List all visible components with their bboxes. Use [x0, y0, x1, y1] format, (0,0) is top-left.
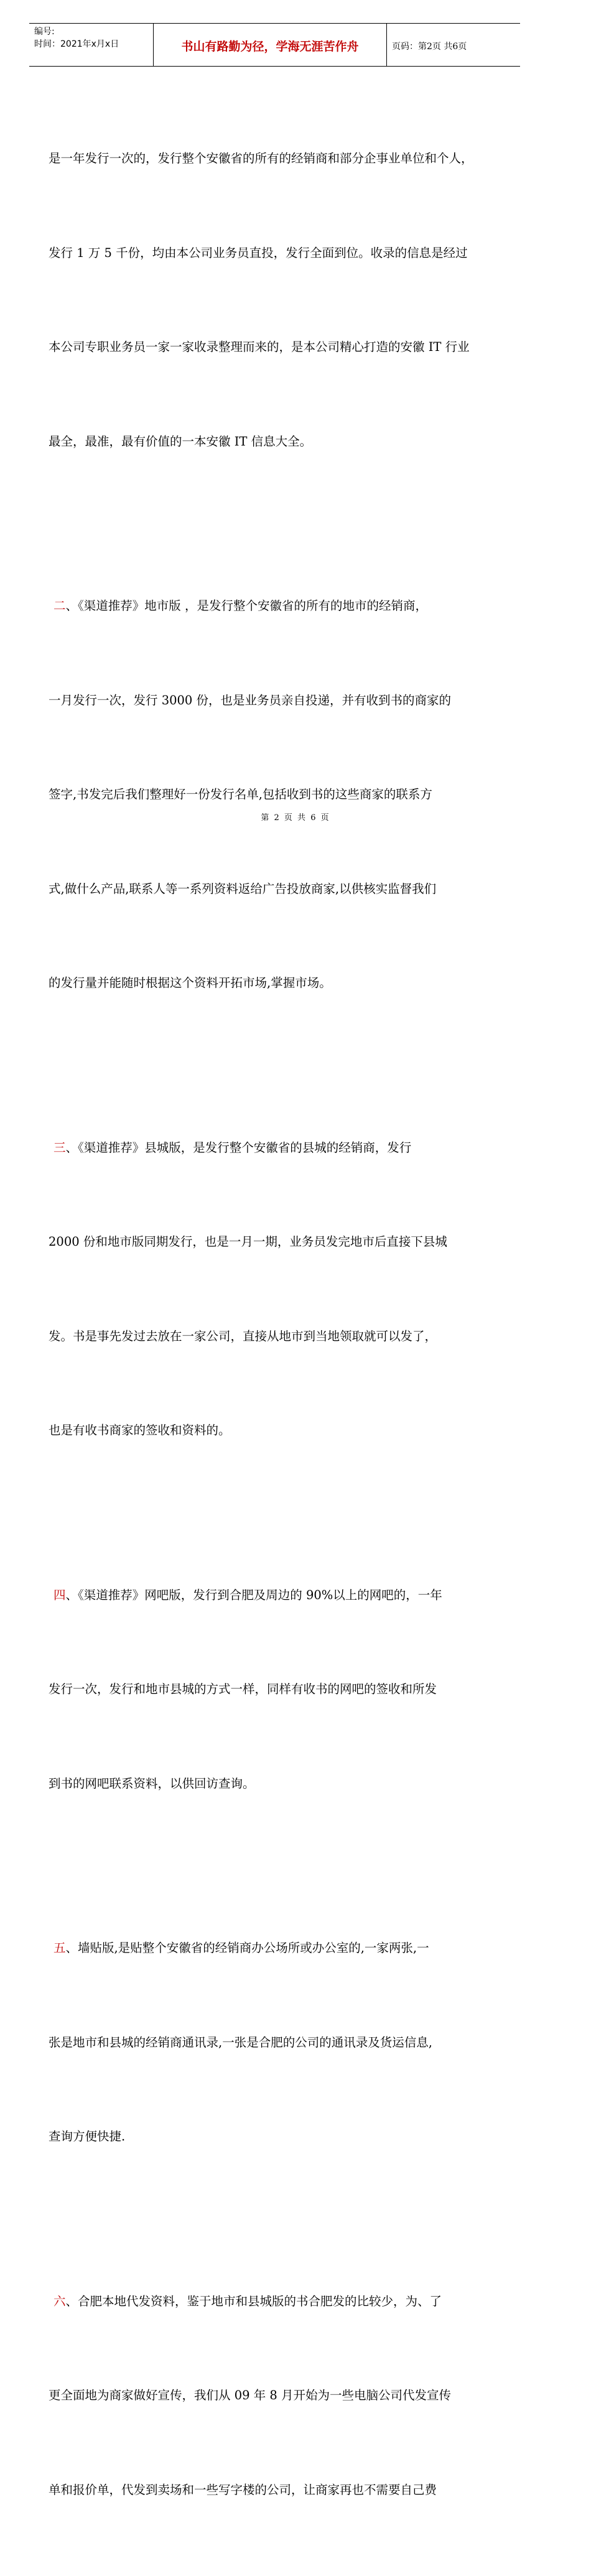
text-line: 签字,书发完后我们整理好一份发行名单,包括收到书的这些商家的联系方 — [49, 787, 432, 801]
text-line: 2000 份和地市版同期发行，也是一月一期，业务员发完地市后直接下县城 — [49, 1234, 447, 1249]
text-line: 的发行量并能随时根据这个资料开拓市场,掌握市场。 — [49, 976, 332, 990]
text-line: 发行一次，发行和地市县城的方式一样，同样有收书的网吧的签收和所发 — [49, 1682, 437, 1696]
text-line-content: 、合肥本地代发资料，鉴于地市和县城版的书合肥发的比较少，为、了 — [65, 2294, 442, 2308]
section-number: 六 — [54, 2294, 66, 2308]
text-line: 到书的网吧联系资料，以供回访查询。 — [49, 1776, 255, 1791]
text-line: 本公司专职业务员一家一家收录整理而来的，是本公司精心打造的安徽 IT 行业 — [49, 340, 470, 354]
text-line — [49, 1580, 540, 1612]
text-line: 一月发行一次，发行 3000 份，也是业务员亲自投递，并有收到书的商家的 — [49, 693, 452, 707]
paragraph — [49, 528, 540, 1062]
text-line-content: 、《渠道推荐》地市版 ，是发行整个安徽省的所有的地市的经销商， — [65, 599, 427, 613]
text-line: 张是地市和县城的经销商通讯录,一张是合肥的公司的通讯录及货运信息, — [49, 2035, 432, 2050]
header-divider-right — [386, 24, 387, 66]
paragraph — [49, 2223, 540, 2569]
text-line: 是一年发行一次的，发行整个安徽省的所有的经销商和部分企事业单位和个人， — [49, 151, 473, 166]
section-number: 二 — [54, 599, 66, 613]
text-line: 单和报价单，代发到卖场和一些写字楼的公司，让商家再也不需要自己费 — [49, 2482, 437, 2497]
text-line-content: 、《渠道推荐》网吧版，发行到合肥及周边的 90%以上的网吧的，一年 — [65, 1587, 442, 1602]
paragraph — [49, 1517, 540, 1863]
document-time-label: 时间：2021年x月x日 — [34, 39, 119, 49]
text-line-content: 、墙贴版,是贴整个安徽省的经销商办公场所或办公室的,一家两张,一 — [65, 1941, 429, 1955]
section-number: 五 — [54, 1941, 66, 1955]
text-line — [49, 1933, 540, 1964]
section-number: 三 — [54, 1140, 66, 1155]
page-footer: 第 2 页 共 6 页 — [261, 813, 330, 823]
page-header — [29, 23, 520, 67]
text-line — [49, 1132, 540, 1164]
text-line — [49, 2286, 540, 2318]
text-line — [49, 590, 540, 622]
text-line: 发行 1 万 5 千份，均由本公司业务员直投，发行全面到位。收录的信息是经过 — [49, 245, 468, 260]
paragraph — [49, 1070, 540, 1510]
text-line: 最全，最准，最有价值的一本安徽 IT 信息大全。 — [49, 434, 312, 449]
header-meta — [34, 26, 119, 50]
text-line-content: 、《渠道推荐》县城版，是发行整个安徽省的县城的经销商，发行 — [65, 1140, 412, 1155]
header-motto: 书山有路勤为径，学海无涯苦作舟 — [181, 40, 359, 54]
header-page-number: 页码：第2页 共6页 — [392, 42, 467, 52]
section-number: 四 — [54, 1587, 66, 1602]
text-line: 也是有收书商家的签收和资料的。 — [49, 1423, 231, 1437]
paragraph — [49, 1870, 540, 2216]
document-number-label: 编号: — [34, 27, 55, 37]
text-line: 发。书是事先发过去放在一家公司，直接从地市到当地领取就可以发了， — [49, 1328, 437, 1343]
paragraph — [49, 80, 540, 520]
text-line: 查询方便快捷. — [49, 2129, 126, 2144]
text-line: 更全面地为商家做好宣传，我们从 09 年 8 月开始为一些电脑公司代发宣传 — [49, 2388, 452, 2402]
text-line: 式,做什么产品,联系人等一系列资料返给广告投放商家,以供核实监督我们 — [49, 881, 437, 896]
document-body — [49, 80, 540, 2576]
